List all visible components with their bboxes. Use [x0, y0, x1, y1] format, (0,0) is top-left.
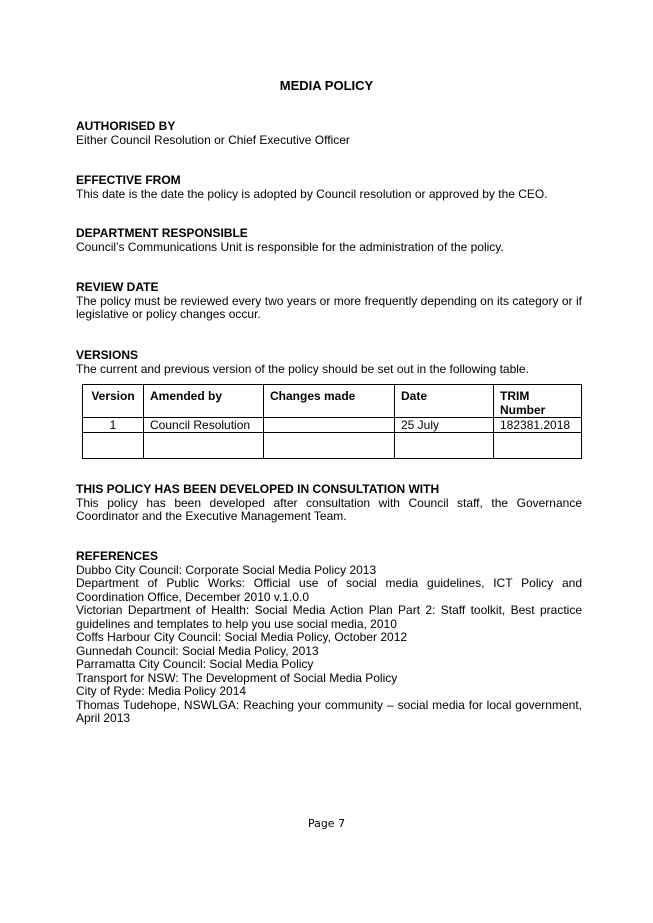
section-text: This policy has been developed after consultation with Council staff, the Governance Coordinator and the Executive Management Team.	[76, 495, 582, 523]
section-text: This date is the date the policy is adopted by Council resolution or approved by the CEO.	[76, 186, 548, 201]
table-cell	[144, 433, 264, 459]
section-heading: THIS POLICY HAS BEEN DEVELOPED IN CONSULTATION WITH	[76, 482, 440, 496]
reference-item: Dubbo City Council: Corporate Social Media Policy 2013	[76, 562, 377, 577]
table-cell: 1	[83, 418, 144, 433]
table-row	[83, 433, 582, 459]
table-cell: 25 July	[395, 418, 494, 433]
page-number: Page 7	[307, 817, 346, 830]
section-references	[76, 550, 582, 726]
column-header-amended-by: Amended by	[144, 385, 264, 418]
reference-item: Department of Public Works: Official use of social media guidelines, ICT Policy and Coordination Office, December 2010 v.1.0.0	[76, 576, 582, 604]
column-header-changes-made: Changes made	[264, 385, 395, 418]
table-row	[83, 418, 582, 433]
column-header-date: Date	[395, 385, 494, 418]
reference-item: Gunnedah Council: Social Media Policy, 2013	[76, 643, 319, 658]
section-review	[76, 281, 582, 322]
table-cell	[83, 433, 144, 459]
reference-item: Transport for NSW: The Development of Social Media Policy	[76, 670, 398, 685]
section-department	[76, 227, 582, 254]
section-versions	[76, 349, 582, 376]
section-heading: DEPARTMENT RESPONSIBLE	[76, 226, 248, 240]
table-cell: Council Resolution	[144, 418, 264, 433]
section-consultation	[76, 483, 582, 524]
table-cell: 182381.2018	[494, 418, 582, 433]
section-text: The current and previous version of the policy should be set out in the following table.	[76, 361, 529, 376]
versions-table	[82, 384, 582, 459]
reference-item: Parramatta City Council: Social Media Policy	[76, 657, 314, 671]
reference-item: City of Ryde: Media Policy 2014	[76, 684, 247, 698]
table-cell	[264, 433, 395, 459]
section-heading: EFFECTIVE FROM	[76, 173, 181, 187]
section-text: Either Council Resolution or Chief Executive Officer	[76, 132, 350, 147]
section-text: Council’s Communications Unit is responsible for the administration of the policy.	[76, 239, 504, 254]
section-heading: VERSIONS	[76, 348, 139, 362]
column-header-trim-number: TRIM Number	[494, 385, 582, 418]
reference-item: Coffs Harbour City Council: Social Media Policy, October 2012	[76, 630, 408, 644]
section-heading: REVIEW DATE	[76, 280, 159, 294]
section-heading: AUTHORISED BY	[76, 119, 176, 133]
section-heading: REFERENCES	[76, 549, 159, 563]
section-effective	[76, 174, 582, 201]
table-cell	[494, 433, 582, 459]
document-title: MEDIA POLICY	[279, 78, 374, 93]
table-header-row	[83, 385, 582, 418]
table-cell	[264, 418, 395, 433]
section-text: The policy must be reviewed every two years or more frequently depending on its category or if legislative or policy changes occur.	[76, 293, 582, 321]
column-header-version: Version	[83, 385, 144, 418]
reference-item: Thomas Tudehope, NSWLGA: Reaching your community – social media for local government, April 2013	[76, 697, 582, 725]
section-authorised	[76, 120, 582, 147]
table-cell	[395, 433, 494, 459]
reference-item: Victorian Department of Health: Social Media Action Plan Part 2: Staff toolkit, Best practice guidelines and templates to help you use social media, 2010	[76, 603, 582, 631]
